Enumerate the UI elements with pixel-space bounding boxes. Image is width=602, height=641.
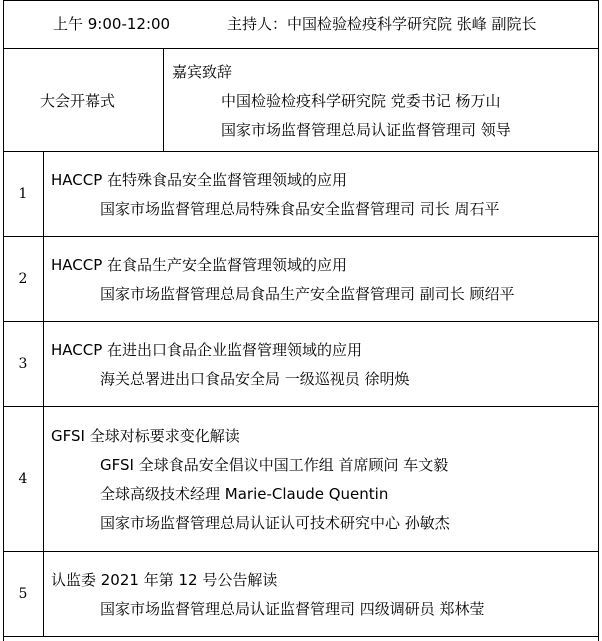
row-divider <box>3 551 599 552</box>
session-host: 主持人：中国检验检疫科学研究院 张峰 副院长 <box>227 15 537 33</box>
row-divider <box>3 48 599 49</box>
session-speaker: 海关总署进出口食品安全局 一级巡视员 徐明焕 <box>100 370 410 388</box>
session-speaker: 国家市场监督管理总局认证监督管理司 四级调研员 郑林莹 <box>100 600 485 618</box>
opening-speaker: 中国检验检疫科学研究院 党委书记 杨万山 <box>221 92 501 110</box>
opening-title: 嘉宾致辞 <box>172 63 233 81</box>
session-topic: GFSI 全球对标要求变化解读 <box>51 427 240 445</box>
session-number: 5 <box>18 586 28 602</box>
session-topic: HACCP 在食品生产安全监督管理领域的应用 <box>51 256 348 274</box>
session-topic: HACCP 在进出口食品企业监督管理领域的应用 <box>51 341 363 359</box>
row-divider <box>3 636 599 637</box>
session-speaker: GFSI 全球食品安全倡议中国工作组 首席顾问 车文毅 <box>100 456 449 474</box>
column-divider <box>163 48 164 151</box>
session-number: 3 <box>18 356 28 372</box>
opening-speaker: 国家市场监督管理总局认证监督管理司 领导 <box>221 121 511 139</box>
column-divider <box>43 151 44 636</box>
session-speaker: 全球高级技术经理 Marie-Claude Quentin <box>100 485 389 503</box>
row-divider <box>3 406 599 407</box>
session-speaker: 国家市场监督管理总局认证认可技术研究中心 孙敏杰 <box>100 514 450 532</box>
opening-label: 大会开幕式 <box>40 92 116 110</box>
session-speaker: 国家市场监督管理总局特殊食品安全监督管理司 司长 周石平 <box>100 200 500 218</box>
session-topic: HACCP 在特殊食品安全监督管理领域的应用 <box>51 171 348 189</box>
session-number: 2 <box>18 271 28 287</box>
row-divider <box>3 236 599 237</box>
session-speaker: 国家市场监督管理总局食品生产安全监督管理司 副司长 顾绍平 <box>100 285 515 303</box>
session-time: 上午 9:00-12:00 <box>53 15 171 33</box>
session-number: 1 <box>18 186 28 202</box>
session-topic: 认监委 2021 年第 12 号公告解读 <box>51 571 278 589</box>
table-border-top <box>3 0 599 1</box>
session-number: 4 <box>18 471 28 487</box>
row-divider <box>3 321 599 322</box>
row-divider <box>3 151 599 152</box>
